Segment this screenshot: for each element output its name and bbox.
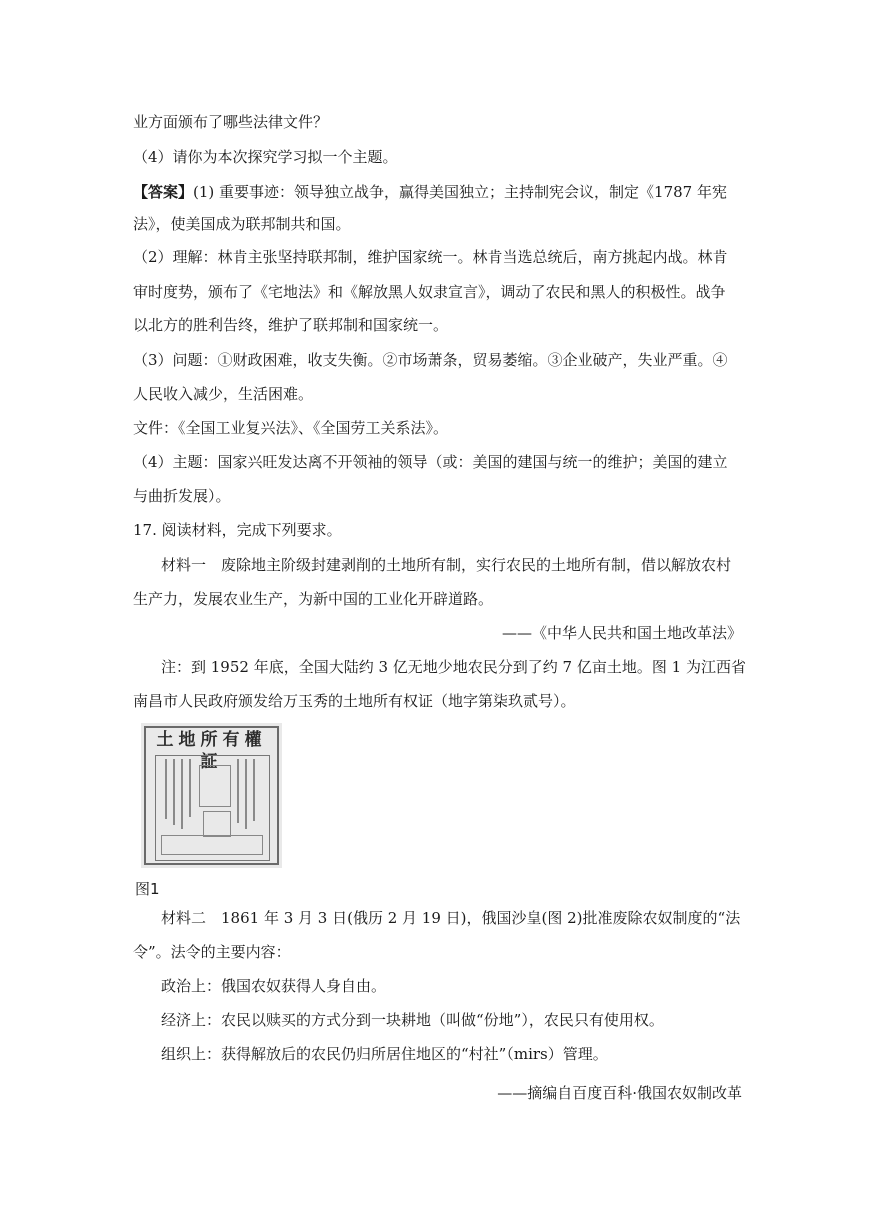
note-line-1: 注：到 1952 年底，全国大陆约 3 亿无地少地农民分到了约 7 亿亩土地。图 1 为江西省 [161,658,746,676]
answer-label: 【答案】 [133,183,194,201]
answer-line-2: 法》，使美国成为联邦制共和国。 [133,215,351,233]
answer-line-9: （4）主题：国家兴旺发达离不开领袖的领导（或：美国的建国与统一的维护；美国的建立 [133,453,728,471]
answer-text: (1) 重要事迹：领导独立战争，赢得美国独立；主持制宪会议，制定《1787 年宪 [193,183,727,201]
certificate-title: 土地所有權証 [156,730,267,772]
question-17: 17. 阅读材料，完成下列要求。 [133,521,342,539]
answer-line-10: 与曲折发展）。 [133,487,231,505]
material-1-line-1: 材料一 废除地主阶级封建剥削的土地所有制，实行农民的土地所有制，借以解放农村 [161,556,732,574]
answer-line-8: 文件：《全国工业复兴法》、《全国劳工关系法》。 [133,419,449,437]
answer-line-3: （2）理解：林肯主张坚持联邦制，维护国家统一。林肯当选总统后，南方挑起内战。林肯 [133,248,728,266]
material-2-line-1: 材料二 1861 年 3 月 3 日(俄历 2 月 19 日)，俄国沙皇(图 2)批准废除农奴制度的“法 [161,909,741,927]
material-1-source: ——《中华人民共和国土地改革法》 [501,624,742,642]
answer-line-7: 人民收入减少，生活困难。 [133,385,314,403]
answer-line-4: 审时度势，颁布了《宅地法》和《解放黑人奴隶宣言》，调动了农民和黑人的积极性。战争 [133,283,726,301]
material-2-line-2: 令”。法令的主要内容： [133,943,291,961]
note-line-2: 南昌市人民政府颁发给万玉秀的土地所有权证（地字第柒玖贰号）。 [133,692,576,710]
answer-line-1 [133,181,743,203]
material-1-line-2: 生产力，发展农业生产，为新中国的工业化开辟道路。 [133,590,494,608]
figure-1-caption: 图1 [135,880,160,898]
material-2-source: ——摘编自百度百科·俄国农奴制改革 [497,1084,742,1102]
material-2-economy: 经济上：农民以赎买的方式分到一块耕地（叫做“份地”），农民只有使用权。 [161,1011,664,1029]
material-2-organization: 组织上：获得解放后的农民仍归所居住地区的“村社”（mirs）管理。 [161,1045,608,1063]
land-certificate-image [141,723,282,868]
question-4: （4）请你为本次探究学习拟一个主题。 [133,148,398,166]
material-2-politics: 政治上：俄国农奴获得人身自由。 [161,977,387,995]
answer-line-6: （3）问题：①财政困难，收支失衡。②市场萧条，贸易萎缩。③企业破产，失业严重。④ [133,351,728,369]
question-continuation: 业方面颁布了哪些法律文件？ [133,113,329,131]
answer-line-5: 以北方的胜利告终，维护了联邦制和国家统一。 [133,316,449,334]
